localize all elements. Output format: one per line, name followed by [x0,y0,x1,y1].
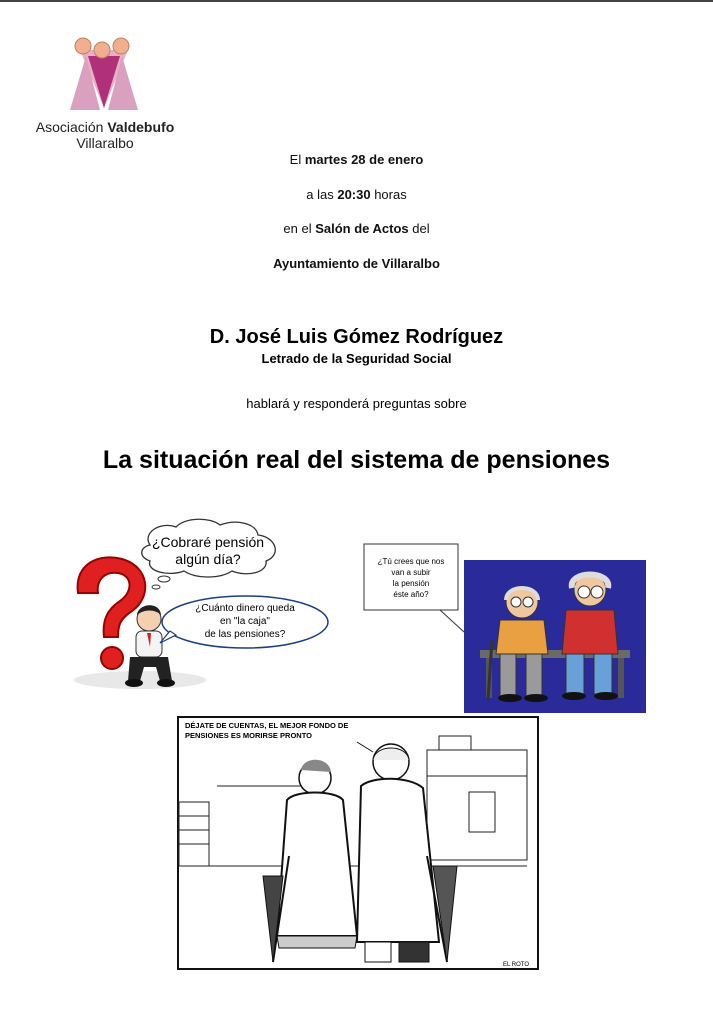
cartoon1-bubble1-line1: ¿Cobraré pensión [151,534,265,550]
event-time: a las 20:30 horas [306,187,407,202]
event-date: El martes 28 de enero [289,152,424,167]
event-venue: en el Salón de Actos del [283,221,430,236]
event-town-hall: Ayuntamiento de Villaralbo [273,256,440,271]
cartoon1-bubble2-line3: de las pensiones? [204,629,286,640]
logo-figures-icon [64,36,144,116]
cartoon2-bubble-line2: van a subir [391,568,431,577]
cartoon2-bubble-line3: la pensión [392,579,430,588]
cartoon3-caption-line2: PENSIONES ES MORIRSE PRONTO [185,731,312,740]
cartoon-question-boy [60,515,340,705]
cartoon2-bubble-line1: ¿Tú crees que nos [377,557,445,566]
cartoon3-caption-line1: DÉJATE DE CUENTAS, EL MEJOR FONDO DE [185,721,349,730]
cartoon1-bubble2-line1: ¿Cuánto dinero queda [195,603,295,614]
logo-name: Asociación Valdebufo [35,119,175,135]
cartoon3-signature: EL ROTO [502,962,529,968]
association-logo [20,36,190,156]
cartoon2-bubble-line4: éste año? [393,590,429,599]
cartoon1-bubble1-line2: algún día? [175,551,241,567]
cartoon-elderly-couple [360,540,650,720]
speaker-name: D. José Luis Gómez Rodríguez [209,326,504,348]
cartoon-el-roto [177,716,539,970]
intro-text: hablará y responderá preguntas sobre [246,396,467,411]
headline: La situación real del sistema de pensiones [102,446,611,474]
speaker-role: Letrado de la Seguridad Social [261,351,452,366]
cartoon1-bubble2-line2: en "la caja" [220,616,270,627]
page-top-border [0,0,713,2]
logo-city: Villaralbo [76,135,134,151]
